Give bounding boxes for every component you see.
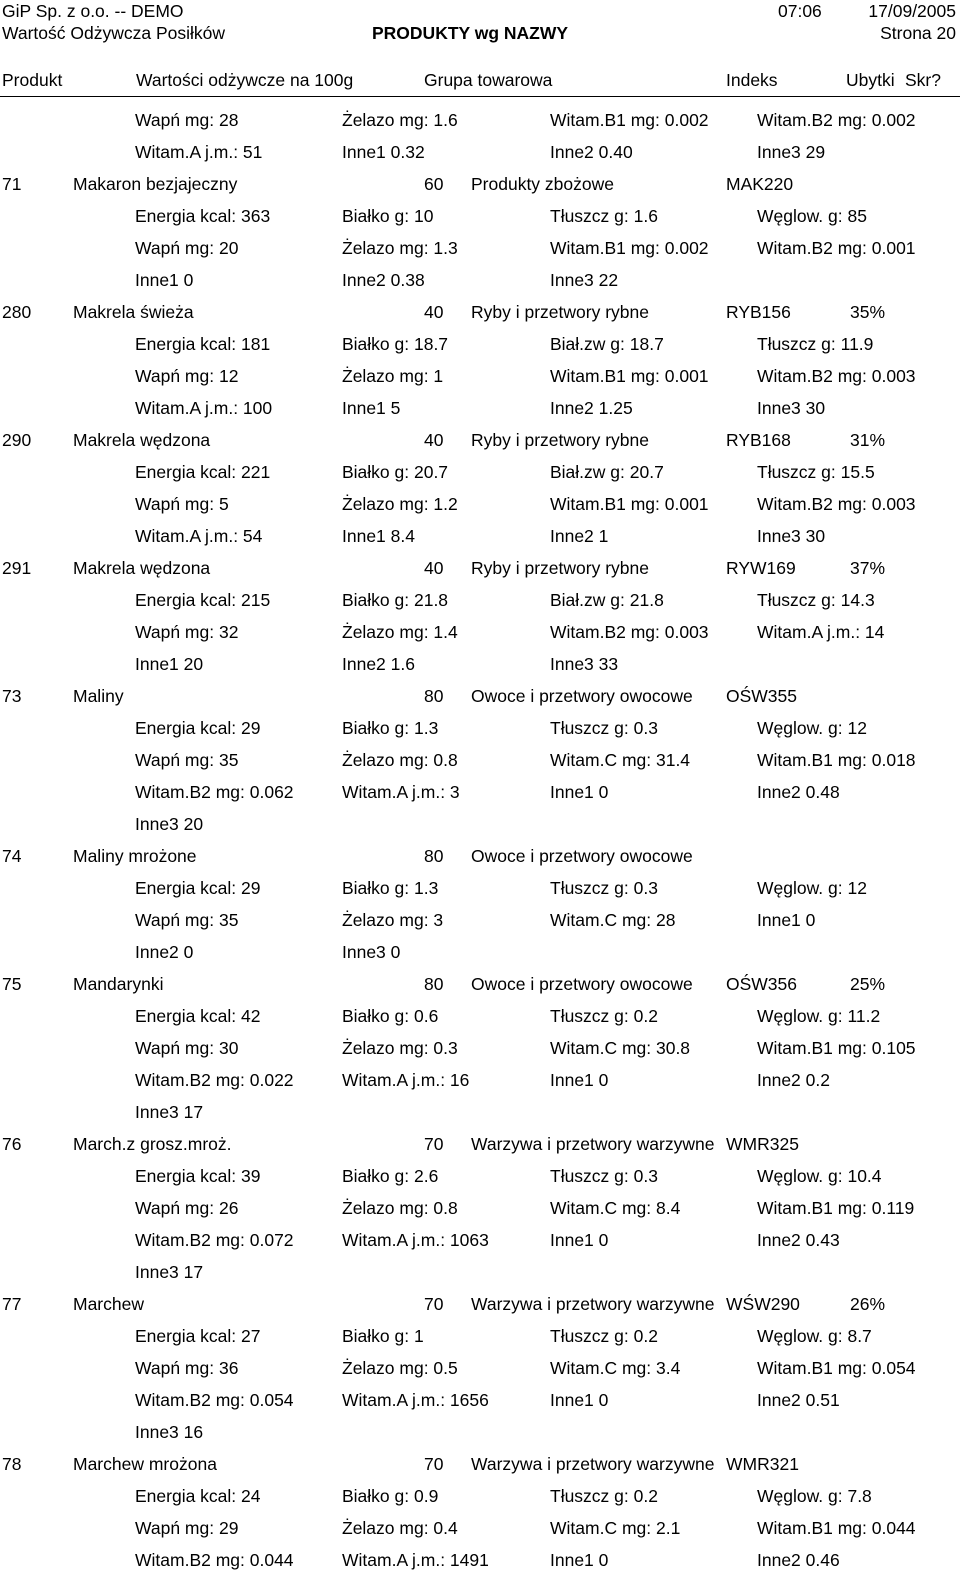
nutrition-value: Białko g: 1.3 [342, 878, 439, 898]
product-index: OŚW355 [726, 686, 797, 706]
nutrition-value: Witam.B1 mg: 0.018 [757, 750, 916, 770]
product-index: WŚW290 [726, 1294, 800, 1314]
nutrition-value: Tłuszcz g: 0.2 [550, 1326, 658, 1346]
nutrition-value: Węglow. g: 10.4 [757, 1166, 882, 1186]
nutrition-value: Wapń mg: 20 [135, 238, 239, 258]
nutrition-value: Witam.B2 mg: 0.054 [135, 1390, 294, 1410]
product-name: Makaron bezjajeczny [73, 174, 238, 194]
nutrition-value: Inne2 0.38 [342, 270, 425, 290]
nutrition-value: Energia kcal: 215 [135, 590, 271, 610]
nutrition-row [0, 648, 960, 680]
nutrition-value: Węglow. g: 12 [757, 878, 867, 898]
nutrition-value: Witam.A j.m.: 51 [135, 142, 263, 162]
nutrition-row [0, 232, 960, 264]
product-index: WMR325 [726, 1134, 799, 1154]
product-quantity: 70 [424, 1134, 444, 1154]
nutrition-value: Inne2 0.48 [757, 782, 840, 802]
nutrition-value: Inne2 0 [135, 942, 194, 962]
nutrition-value: Białko g: 2.6 [342, 1166, 439, 1186]
nutrition-value: Inne3 17 [135, 1102, 204, 1122]
header-divider [0, 96, 960, 97]
nutrition-value: Witam.B1 mg: 0.105 [757, 1038, 916, 1058]
product-quantity: 60 [424, 174, 444, 194]
nutrition-value: Inne1 0 [550, 1230, 609, 1250]
nutrition-value: Witam.C mg: 8.4 [550, 1198, 681, 1218]
nutrition-value: Inne3 16 [135, 1422, 204, 1442]
column-header-abbrev: Skr? [905, 70, 941, 90]
nutrition-row [0, 584, 960, 616]
nutrition-value: Inne3 20 [135, 814, 204, 834]
nutrition-value: Witam.B2 mg: 0.002 [757, 110, 916, 130]
nutrition-value: Inne3 0 [342, 942, 401, 962]
nutrition-row [0, 1352, 960, 1384]
nutrition-row [0, 1512, 960, 1544]
nutrition-value: Witam.B1 mg: 0.054 [757, 1358, 916, 1378]
nutrition-value: Tłuszcz g: 0.3 [550, 718, 658, 738]
nutrition-value: Żelazo mg: 0.4 [342, 1518, 458, 1538]
product-name: Makrela wędzona [73, 558, 211, 578]
nutrition-value: Witam.B2 mg: 0.003 [757, 366, 916, 386]
nutrition-value: Białko g: 21.8 [342, 590, 449, 610]
nutrition-value: Tłuszcz g: 11.9 [757, 334, 874, 354]
product-number: 71 [2, 174, 22, 194]
nutrition-value: Inne1 0 [550, 1070, 609, 1090]
nutrition-value: Energia kcal: 42 [135, 1006, 261, 1026]
nutrition-value: Białko g: 20.7 [342, 462, 449, 482]
nutrition-value: Witam.B2 mg: 0.072 [135, 1230, 294, 1250]
nutrition-value: Witam.B1 mg: 0.002 [550, 110, 709, 130]
product-list [0, 104, 960, 1576]
nutrition-value: Inne1 0 [550, 1550, 609, 1570]
product-loss: 25% [850, 974, 886, 994]
nutrition-value: Białko g: 10 [342, 206, 434, 226]
nutrition-value: Witam.A j.m.: 1491 [342, 1550, 489, 1570]
nutrition-value: Inne2 1.6 [342, 654, 415, 674]
product-loss: 26% [850, 1294, 886, 1314]
product-group: Ryby i przetwory rybne [471, 302, 649, 322]
nutrition-row [0, 776, 960, 808]
nutrition-row [0, 1032, 960, 1064]
product-index: RYB168 [726, 430, 791, 450]
product-quantity: 70 [424, 1294, 444, 1314]
nutrition-value: Żelazo mg: 1.2 [342, 494, 458, 514]
product-number: 77 [2, 1294, 22, 1314]
product-number: 291 [2, 558, 32, 578]
product-quantity: 80 [424, 974, 444, 994]
nutrition-value: Witam.B2 mg: 0.003 [757, 494, 916, 514]
product-number: 76 [2, 1134, 22, 1154]
nutrition-value: Inne1 8.4 [342, 526, 415, 546]
product-index: WMR321 [726, 1454, 799, 1474]
nutrition-value: Witam.B1 mg: 0.001 [550, 494, 709, 514]
nutrition-value: Żelazo mg: 1 [342, 366, 444, 386]
nutrition-value: Wapń mg: 36 [135, 1358, 239, 1378]
nutrition-value: Tłuszcz g: 15.5 [757, 462, 875, 482]
product-number: 78 [2, 1454, 22, 1474]
nutrition-value: Białko g: 1.3 [342, 718, 439, 738]
nutrition-value: Żelazo mg: 0.3 [342, 1038, 458, 1058]
nutrition-row [0, 1320, 960, 1352]
product-number: 280 [2, 302, 32, 322]
nutrition-value: Inne3 30 [757, 398, 826, 418]
nutrition-value: Żelazo mg: 0.8 [342, 1198, 458, 1218]
nutrition-value: Inne1 0.32 [342, 142, 425, 162]
nutrition-value: Witam.A j.m.: 100 [135, 398, 273, 418]
nutrition-value: Inne2 0.46 [757, 1550, 840, 1570]
nutrition-value: Węglow. g: 85 [757, 206, 867, 226]
product-group: Owoce i przetwory owocowe [471, 846, 693, 866]
nutrition-value: Białko g: 0.6 [342, 1006, 439, 1026]
page-number: Strona 20 [880, 23, 956, 43]
nutrition-value: Witam.C mg: 2.1 [550, 1518, 681, 1538]
nutrition-value: Inne2 0.43 [757, 1230, 840, 1250]
nutrition-value: Witam.C mg: 28 [550, 910, 676, 930]
nutrition-value: Energia kcal: 39 [135, 1166, 261, 1186]
product-group: Ryby i przetwory rybne [471, 558, 649, 578]
nutrition-row [0, 1224, 960, 1256]
nutrition-row [0, 1544, 960, 1576]
product-number: 73 [2, 686, 22, 706]
nutrition-value: Witam.B1 mg: 0.119 [757, 1198, 915, 1218]
product-index: RYW169 [726, 558, 796, 578]
nutrition-value: Żelazo mg: 0.8 [342, 750, 458, 770]
nutrition-value: Żelazo mg: 3 [342, 910, 444, 930]
product-quantity: 40 [424, 430, 444, 450]
nutrition-value: Witam.A j.m.: 3 [342, 782, 460, 802]
product-name: Mandarynki [73, 974, 164, 994]
nutrition-value: Energia kcal: 181 [135, 334, 271, 354]
report-header [0, 0, 960, 48]
product-group: Warzywa i przetwory warzywne [471, 1134, 715, 1154]
nutrition-value: Inne1 20 [135, 654, 204, 674]
nutrition-value: Witam.C mg: 31.4 [550, 750, 691, 770]
nutrition-value: Inne2 0.51 [757, 1390, 840, 1410]
product-row [0, 680, 960, 712]
nutrition-row [0, 392, 960, 424]
nutrition-row [0, 488, 960, 520]
nutrition-value: Biał.zw g: 21.8 [550, 590, 664, 610]
nutrition-value: Witam.A j.m.: 1063 [342, 1230, 489, 1250]
nutrition-value: Inne3 33 [550, 654, 619, 674]
nutrition-value: Inne3 17 [135, 1262, 204, 1282]
nutrition-value: Witam.B2 mg: 0.044 [135, 1550, 294, 1570]
nutrition-value: Inne1 0 [550, 782, 609, 802]
nutrition-row [0, 808, 960, 840]
nutrition-row [0, 904, 960, 936]
nutrition-value: Wapń mg: 35 [135, 910, 239, 930]
nutrition-row [0, 456, 960, 488]
product-row [0, 552, 960, 584]
product-group: Ryby i przetwory rybne [471, 430, 649, 450]
nutrition-value: Witam.B2 mg: 0.003 [550, 622, 709, 642]
nutrition-value: Inne1 0 [135, 270, 194, 290]
nutrition-row [0, 328, 960, 360]
product-loss: 31% [850, 430, 886, 450]
nutrition-row [0, 1416, 960, 1448]
nutrition-value: Energia kcal: 363 [135, 206, 271, 226]
nutrition-value: Energia kcal: 221 [135, 462, 271, 482]
column-header-loss: Ubytki [846, 70, 895, 90]
nutrition-value: Witam.B1 mg: 0.001 [550, 366, 709, 386]
product-name: March.z grosz.mroż. [73, 1134, 232, 1154]
product-quantity: 70 [424, 1454, 444, 1474]
nutrition-value: Inne2 0.40 [550, 142, 633, 162]
nutrition-row [0, 616, 960, 648]
nutrition-value: Witam.B2 mg: 0.022 [135, 1070, 294, 1090]
nutrition-value: Tłuszcz g: 1.6 [550, 206, 658, 226]
nutrition-value: Wapń mg: 30 [135, 1038, 239, 1058]
company-name: GiP Sp. z o.o. -- DEMO [2, 1, 184, 21]
report-time: 07:06 [778, 1, 822, 21]
nutrition-value: Tłuszcz g: 0.2 [550, 1486, 658, 1506]
nutrition-row [0, 1064, 960, 1096]
nutrition-value: Inne1 0 [757, 910, 816, 930]
product-row [0, 296, 960, 328]
nutrition-value: Inne2 0.2 [757, 1070, 830, 1090]
column-headers [0, 68, 960, 96]
nutrition-value: Tłuszcz g: 0.3 [550, 1166, 658, 1186]
product-row [0, 968, 960, 1000]
nutrition-row [0, 136, 960, 168]
nutrition-value: Witam.B2 mg: 0.001 [757, 238, 916, 258]
nutrition-value: Wapń mg: 28 [135, 110, 239, 130]
nutrition-row [0, 264, 960, 296]
nutrition-row [0, 200, 960, 232]
nutrition-value: Żelazo mg: 1.3 [342, 238, 458, 258]
product-index: MAK220 [726, 174, 794, 194]
nutrition-value: Białko g: 0.9 [342, 1486, 439, 1506]
nutrition-row [0, 1160, 960, 1192]
nutrition-value: Tłuszcz g: 0.3 [550, 878, 658, 898]
nutrition-value: Inne3 30 [757, 526, 826, 546]
product-name: Makrela wędzona [73, 430, 211, 450]
product-loss: 37% [850, 558, 886, 578]
product-group: Produkty zbożowe [471, 174, 614, 194]
nutrition-value: Węglow. g: 12 [757, 718, 867, 738]
nutrition-row [0, 1384, 960, 1416]
nutrition-row [0, 1256, 960, 1288]
product-group: Warzywa i przetwory warzywne [471, 1454, 715, 1474]
nutrition-value: Biał.zw g: 18.7 [550, 334, 664, 354]
product-name: Makrela świeża [73, 302, 194, 322]
column-header-index: Indeks [726, 70, 778, 90]
product-quantity: 80 [424, 686, 444, 706]
nutrition-value: Tłuszcz g: 0.2 [550, 1006, 658, 1026]
nutrition-value: Inne3 22 [550, 270, 619, 290]
nutrition-value: Wapń mg: 29 [135, 1518, 239, 1538]
nutrition-value: Energia kcal: 27 [135, 1326, 261, 1346]
nutrition-value: Witam.B2 mg: 0.062 [135, 782, 294, 802]
nutrition-row [0, 360, 960, 392]
product-name: Maliny [73, 686, 124, 706]
nutrition-value: Wapń mg: 26 [135, 1198, 239, 1218]
nutrition-value: Żelazo mg: 0.5 [342, 1358, 458, 1378]
nutrition-value: Żelazo mg: 1.6 [342, 110, 458, 130]
column-header-group: Grupa towarowa [424, 70, 553, 90]
nutrition-row [0, 872, 960, 904]
product-group: Owoce i przetwory owocowe [471, 686, 693, 706]
nutrition-value: Inne1 5 [342, 398, 401, 418]
nutrition-value: Energia kcal: 29 [135, 878, 261, 898]
product-index: OŚW356 [726, 974, 797, 994]
product-group: Warzywa i przetwory warzywne [471, 1294, 715, 1314]
nutrition-row [0, 520, 960, 552]
column-header-product: Produkt [2, 70, 63, 90]
nutrition-value: Węglow. g: 7.8 [757, 1486, 872, 1506]
product-row [0, 1128, 960, 1160]
nutrition-row [0, 104, 960, 136]
product-row [0, 840, 960, 872]
nutrition-value: Witam.B1 mg: 0.002 [550, 238, 709, 258]
nutrition-value: Węglow. g: 8.7 [757, 1326, 872, 1346]
report-date: 17/09/2005 [868, 1, 956, 21]
report-name: Wartość Odżywcza Posiłków [2, 23, 226, 43]
nutrition-value: Energia kcal: 24 [135, 1486, 261, 1506]
nutrition-row [0, 712, 960, 744]
product-quantity: 80 [424, 846, 444, 866]
product-name: Marchew mrożona [73, 1454, 217, 1474]
nutrition-row [0, 1000, 960, 1032]
product-row [0, 168, 960, 200]
nutrition-row [0, 1096, 960, 1128]
nutrition-value: Witam.A j.m.: 1656 [342, 1390, 489, 1410]
nutrition-value: Wapń mg: 12 [135, 366, 239, 386]
product-quantity: 40 [424, 558, 444, 578]
nutrition-value: Wapń mg: 32 [135, 622, 239, 642]
nutrition-value: Inne1 0 [550, 1390, 609, 1410]
report-title: PRODUKTY wg NAZWY [372, 23, 569, 43]
nutrition-value: Inne2 1 [550, 526, 609, 546]
nutrition-value: Witam.A j.m.: 16 [342, 1070, 470, 1090]
nutrition-value: Witam.C mg: 3.4 [550, 1358, 681, 1378]
product-name: Marchew [73, 1294, 144, 1314]
product-loss: 35% [850, 302, 886, 322]
nutrition-value: Węglow. g: 11.2 [757, 1006, 881, 1026]
product-row [0, 424, 960, 456]
product-name: Maliny mrożone [73, 846, 197, 866]
nutrition-value: Białko g: 18.7 [342, 334, 449, 354]
nutrition-value: Witam.A j.m.: 54 [135, 526, 263, 546]
nutrition-value: Biał.zw g: 20.7 [550, 462, 664, 482]
product-number: 74 [2, 846, 22, 866]
product-row [0, 1288, 960, 1320]
nutrition-value: Żelazo mg: 1.4 [342, 622, 458, 642]
column-header-nutrition: Wartości odżywcze na 100g [136, 70, 354, 90]
nutrition-value: Witam.A j.m.: 14 [757, 622, 885, 642]
product-row [0, 1448, 960, 1480]
nutrition-row [0, 936, 960, 968]
nutrition-row [0, 1192, 960, 1224]
nutrition-value: Inne2 1.25 [550, 398, 633, 418]
nutrition-value: Wapń mg: 35 [135, 750, 239, 770]
nutrition-value: Witam.C mg: 30.8 [550, 1038, 691, 1058]
product-number: 290 [2, 430, 32, 450]
nutrition-row [0, 1480, 960, 1512]
product-number: 75 [2, 974, 22, 994]
nutrition-value: Białko g: 1 [342, 1326, 424, 1346]
nutrition-row [0, 744, 960, 776]
nutrition-value: Energia kcal: 29 [135, 718, 261, 738]
product-group: Owoce i przetwory owocowe [471, 974, 693, 994]
nutrition-value: Inne3 29 [757, 142, 826, 162]
nutrition-value: Tłuszcz g: 14.3 [757, 590, 875, 610]
nutrition-value: Wapń mg: 5 [135, 494, 229, 514]
product-quantity: 40 [424, 302, 444, 322]
product-index: RYB156 [726, 302, 791, 322]
nutrition-value: Witam.B1 mg: 0.044 [757, 1518, 916, 1538]
